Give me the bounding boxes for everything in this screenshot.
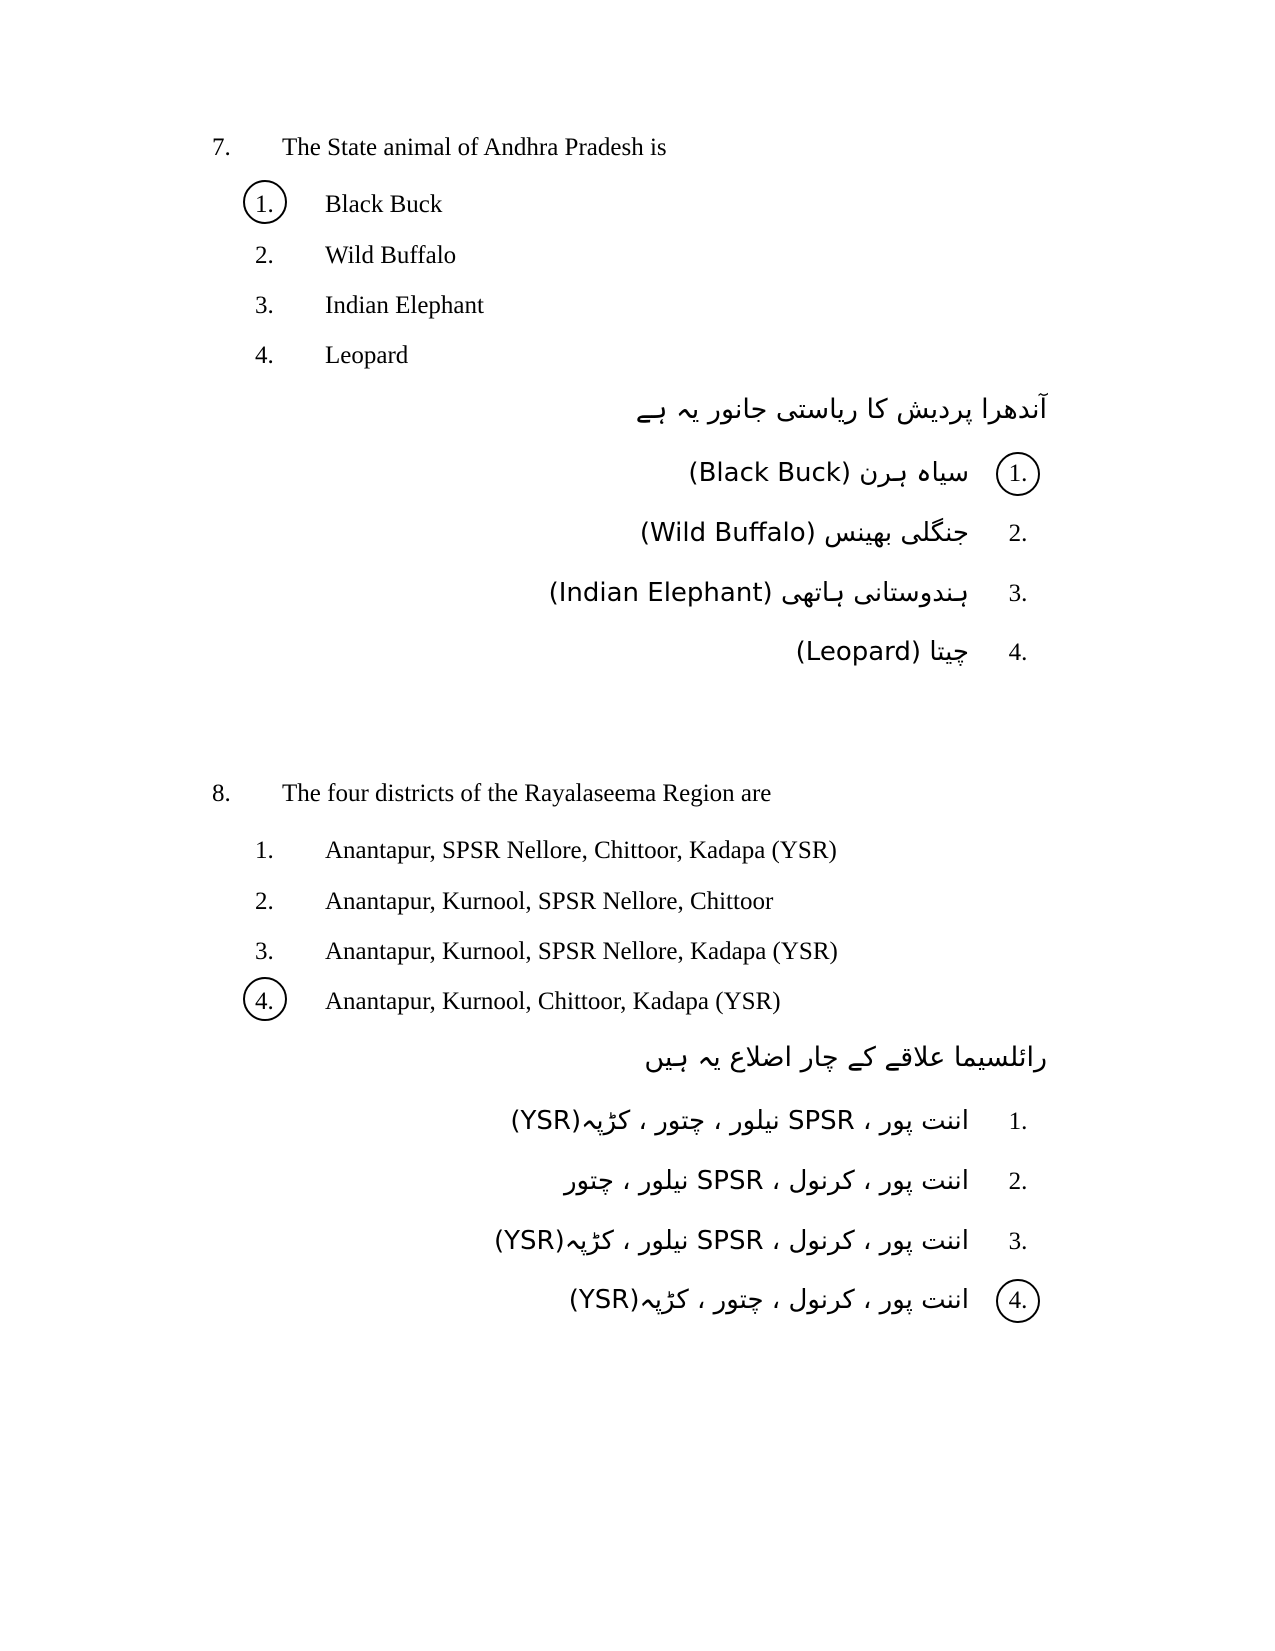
- question-7-urdu-option-2-row[interactable]: [0, 515, 1275, 553]
- question-8-stem-text: The four districts of the Rayalaseema Region are: [282, 780, 772, 807]
- question-8-option-4-row[interactable]: [0, 986, 1275, 1017]
- question-8-option-4-text: Anantapur, Kurnool, Chittoor, Kadapa (YSR): [325, 988, 781, 1015]
- question-8-option-3-marker[interactable]: 3.: [255, 937, 274, 965]
- question-8-option-4-marker-cell: [0, 986, 325, 1017]
- question-8-option-2-marker[interactable]: 2.: [255, 887, 274, 915]
- question-8-urdu-option-4-marker-circled[interactable]: 4.: [1009, 1285, 1028, 1316]
- question-8-urdu-option-1-row[interactable]: [0, 1103, 1275, 1141]
- question-8-english-block: [0, 778, 1275, 1017]
- question-7-option-1-row[interactable]: [0, 189, 1275, 220]
- question-8-stem-row: [0, 778, 1275, 809]
- question-7-option-1-marker-cell: [0, 189, 325, 220]
- question-7-option-3-marker-cell: [0, 290, 325, 321]
- question-7-option-4-text: Leopard: [325, 342, 409, 369]
- question-8-option-1-marker-cell: [0, 835, 325, 866]
- question-8-urdu-option-3-marker-cell: [989, 1226, 1047, 1257]
- question-8-urdu-option-3-marker[interactable]: 3.: [1008, 1227, 1028, 1255]
- question-7-urdu-option-2-marker-cell: [989, 518, 1047, 549]
- question-8-urdu-option-4-text: اننت پور ، کرنول ، چتور ، کڑپہ(YSR): [568, 1285, 969, 1316]
- question-7-stem-row: [0, 132, 1275, 163]
- question-7-stem-text: The State animal of Andhra Pradesh is: [282, 134, 667, 161]
- question-8-urdu-option-2-marker-cell: [989, 1166, 1047, 1197]
- question-7-number: 7.: [212, 134, 231, 161]
- question-7-option-3-row[interactable]: [0, 290, 1275, 321]
- question-8-option-1-marker[interactable]: 1.: [255, 837, 274, 865]
- question-7-option-2-row[interactable]: [0, 240, 1275, 271]
- question-7-urdu-option-4-row[interactable]: [0, 634, 1275, 672]
- question-8-urdu-option-2-row[interactable]: [0, 1163, 1275, 1201]
- question-7-option-3-marker[interactable]: 3.: [255, 291, 274, 319]
- question-8-urdu-option-1-text: اننت پور ، SPSR نیلور ، چتور ، کڑپہ(YSR): [510, 1106, 969, 1137]
- question-8-urdu-option-3-row[interactable]: [0, 1223, 1275, 1261]
- question-8-option-3-text: Anantapur, Kurnool, SPSR Nellore, Kadapa (YSR): [325, 937, 838, 965]
- question-8-urdu-option-4-marker-cell: [989, 1285, 1047, 1316]
- question-8-option-4-marker-circled[interactable]: 4.: [255, 986, 274, 1017]
- question-7-urdu-option-1-row[interactable]: [0, 455, 1275, 493]
- question-7-urdu-option-1-text: سیاہ ہرن (Black Buck): [688, 458, 969, 489]
- question-7-option-2-marker-cell: [0, 240, 325, 271]
- question-8-urdu-option-3-text: اننت پور ، کرنول ، SPSR نیلور ، کڑپہ(YSR): [493, 1225, 969, 1256]
- question-7-option-2-text: Wild Buffalo: [325, 241, 457, 269]
- question-7-option-3-text: Indian Elephant: [325, 291, 484, 319]
- question-8-urdu-block: [0, 1038, 1275, 1320]
- question-7-urdu-option-4-marker-cell: [989, 637, 1047, 668]
- question-8-option-2-marker-cell: [0, 886, 325, 917]
- question-8-number: 8.: [212, 780, 231, 807]
- question-7-option-2-marker[interactable]: 2.: [255, 241, 274, 269]
- question-8-option-1-text: Anantapur, SPSR Nellore, Chittoor, Kadapa (YSR): [325, 837, 837, 865]
- question-7-urdu-option-2-text: جنگلی بھینس (Wild Buffalo): [639, 517, 969, 548]
- question-8-option-2-text: Anantapur, Kurnool, SPSR Nellore, Chittoor: [325, 887, 774, 915]
- question-8-option-1-row[interactable]: [0, 835, 1275, 866]
- question-7-option-4-row[interactable]: [0, 340, 1275, 371]
- question-7-urdu-option-4-marker[interactable]: 4.: [1008, 639, 1028, 667]
- question-8-urdu-option-2-text: اننت پور ، کرنول ، SPSR نیلور ، چتور: [564, 1165, 969, 1196]
- question-7-urdu-option-2-marker[interactable]: 2.: [1008, 519, 1028, 547]
- question-8-option-2-row[interactable]: [0, 886, 1275, 917]
- question-8-urdu-option-4-row[interactable]: [0, 1282, 1275, 1320]
- question-7-option-4-marker-cell: [0, 340, 325, 371]
- question-7-urdu-option-3-marker[interactable]: 3.: [1008, 579, 1028, 607]
- question-8-urdu-option-1-marker-cell: [989, 1106, 1047, 1137]
- question-8-urdu-stem: رائلسیما علاقے کے چار اضلاع یہ ہیں: [644, 1042, 1047, 1073]
- question-7-urdu-option-1-marker-cell: [989, 458, 1047, 489]
- question-7-option-1-text: Black Buck: [325, 191, 443, 219]
- question-7-english-block: [0, 132, 1275, 371]
- question-7-urdu-stem: آندھرا پردیش کا ریاستی جانور یہ ہے: [635, 394, 1047, 425]
- question-8-option-3-row[interactable]: [0, 936, 1275, 967]
- question-8-urdu-option-1-marker[interactable]: 1.: [1008, 1108, 1028, 1136]
- question-7-urdu-block: [0, 390, 1275, 672]
- question-7-urdu-option-1-marker-circled[interactable]: 1.: [1009, 458, 1028, 489]
- question-7-option-4-marker[interactable]: 4.: [255, 342, 274, 369]
- question-8-urdu-option-2-marker[interactable]: 2.: [1008, 1167, 1028, 1195]
- question-7-urdu-option-4-text: چیتا (Leopard): [795, 637, 969, 668]
- question-8-option-3-marker-cell: [0, 936, 325, 967]
- question-7-urdu-option-3-marker-cell: [989, 578, 1047, 609]
- question-7-option-1-marker-circled[interactable]: 1.: [255, 189, 274, 220]
- question-7-urdu-option-3-text: ہندوستانی ہاتھی (Indian Elephant): [548, 577, 969, 608]
- question-7-urdu-option-3-row[interactable]: [0, 575, 1275, 613]
